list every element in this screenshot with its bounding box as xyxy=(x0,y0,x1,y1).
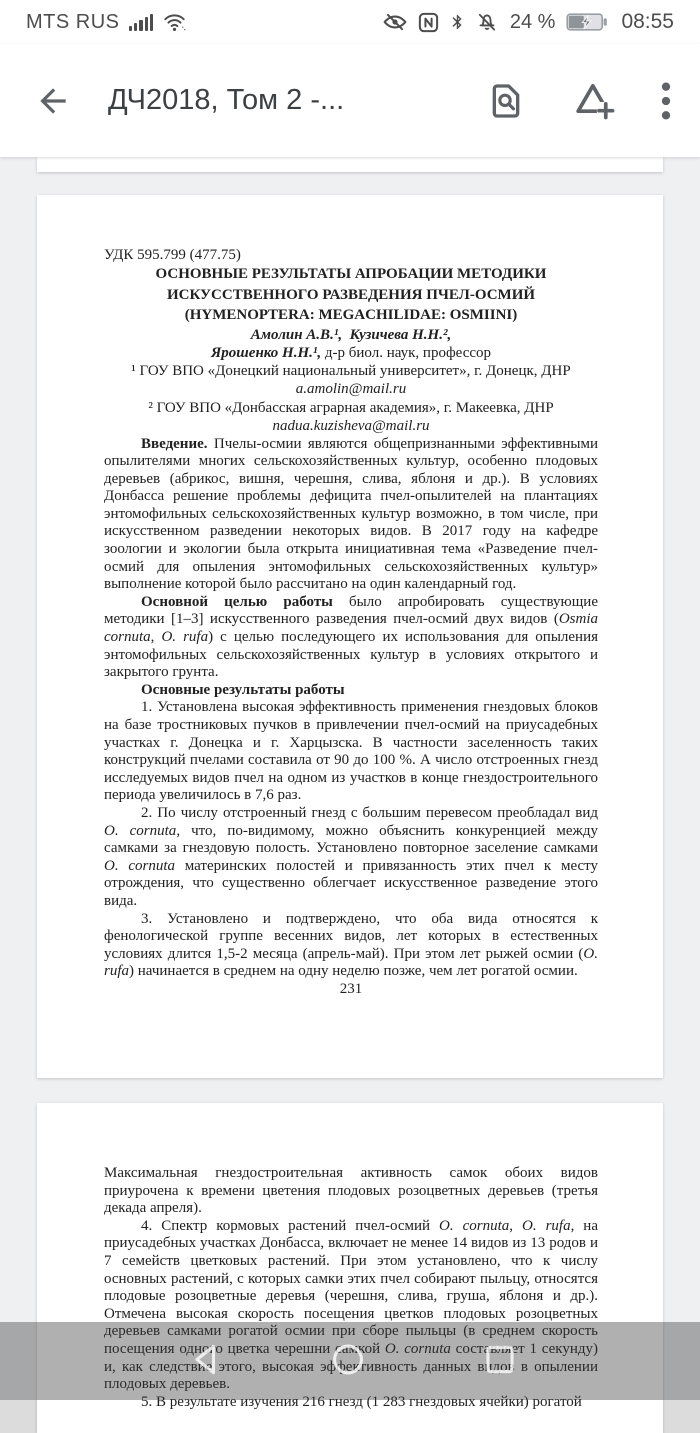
doc-paragraph: (HYMENOPTERA: MEGACHILIDAE: OSMIINI) xyxy=(184,307,518,323)
android-navigation-bar xyxy=(0,1322,700,1400)
doc-paragraph: УДК 595.799 (477.75) xyxy=(104,247,241,263)
doc-paragraph: ² ГОУ ВПО «Донбасская аграрная академия», г. Макеевка, ДНР xyxy=(148,399,554,416)
pdf-viewer-scroll-area[interactable] xyxy=(0,157,700,1410)
doc-paragraph: Основные результаты работы xyxy=(141,681,345,698)
app-bar xyxy=(0,44,700,157)
battery-percent-label: 24 % xyxy=(509,10,556,33)
app-bar-actions xyxy=(486,80,672,122)
nav-recents-button[interactable] xyxy=(478,1337,522,1386)
overflow-menu-icon xyxy=(660,81,672,121)
doc-paragraph: 4. Спектр кормовых растений пчел-осмий O. cornuta, O. rufa, на приусадебных участках Донбасса, включает не менее 14 видов из 13 родов и 7 семейств цветковых растений. При этом установлено, что к числу основных растений, с которых самки этих пчел собирают пыльцу, относятся плодовые розоцветные деревья (черешня, слива, груша, яблоня и др.). Отмечена высокая скорость посещения цветков плодовых розоцветных деревьев самками рогатой осмии при сборе пыльцы (в среднем скорость посещения одного цветка черешни самкой O. cornuta составляет 1 секунду) и, как следствие этого, высокая эффективность данных видов в опылении плодовых деревьев. xyxy=(104,1217,598,1393)
notifications-off-icon xyxy=(475,11,499,34)
nav-home-icon xyxy=(331,1343,365,1377)
doc-paragraph: 2. По числу отстроенный гнезд с большим перевесом преобладал вид O. cornuta, что, по-видимому, можно объяснить конкуренцией между самками за гнездовую полость. Установлено повторное заселение самками O. cornuta материнских полостей и привязанность этих пчел к месту отрождения, что существенно облегчает искусственное разведение этого вида. xyxy=(104,804,599,909)
doc-paragraph: a.amolin@mail.ru xyxy=(295,381,407,397)
signal-strength-icon xyxy=(129,13,154,31)
status-bar xyxy=(0,0,700,44)
doc-paragraph: 231 xyxy=(339,980,363,997)
doc-paragraph: 1. Установлена высокая эффективность применения гнездовых блоков на базе тростниковых пучков в привлечении пчел-осмий на приусадебных участках г. Донецка и г. Харцызска. В частности заселенность таких конструкций пчелами составила от 90 до 100 %. А число отстроенных гнезд исследуемых видов пчел на одном из участков в конце гнездостроительного периода увеличилось в 7,6 раз. xyxy=(104,699,598,804)
nfc-icon xyxy=(417,11,440,34)
add-to-drive-icon xyxy=(570,80,616,122)
nav-home-button[interactable] xyxy=(325,1337,371,1386)
doc-paragraph: 5. В результате изучения 216 гнезд (1 283 гнездовых ячейки) рогатой xyxy=(141,1393,582,1410)
wifi-icon xyxy=(162,11,187,33)
back-button[interactable] xyxy=(34,82,72,120)
nav-recents-icon xyxy=(484,1343,516,1377)
doc-paragraph: Амолин А.В.¹, Кузичева Н.Н.², xyxy=(250,326,452,343)
doc-paragraph: Основной целью работы было апробировать существующие методики [1–3] искусственного разведения пчел-осмий двух видов (Osmia cornuta, O. rufa) с целью последующего их использования для опыления энтомофильных сельскохозяйственных культур в условиях открытого и закрытого грунта. xyxy=(104,593,599,681)
pdf-page-previous-edge xyxy=(37,157,663,172)
battery-charging-icon xyxy=(566,12,608,32)
clock-label: 08:55 xyxy=(621,10,674,33)
doc-paragraph: Введение. Пчелы-осмии являются общепризнанными эффективными опылителями многих сельскохозяйственных культур, особенно плодовых деревьев (абрикос, вишня, черешня, слива, яблоня и др.). В условиях Донбасса решение проблемы дефицита пчел-опылителей на плантациях энтомофильных сельскохозяйственных культур возможно, в том числе, при искусственном разведении некоторых видов. В 2017 году на кафедре зоологии и экологии была открыта инициативная тема «Разведение пчел-осмий для опыления энтомофильных сельскохозяйственных культур» выполнение которой было рассчитано на один календарный год. xyxy=(104,435,598,593)
document-title: ДЧ2018, Том 2 -... xyxy=(108,84,345,116)
doc-paragraph: ИСКУССТВЕННОГО РАЗВЕДЕНИЯ ПЧЕЛ-ОСМИЙ xyxy=(166,286,536,303)
carrier-label: MTS RUS xyxy=(26,10,120,33)
doc-paragraph: Ярошенко Н.Н.¹, д-р биол. наук, профессор xyxy=(210,344,492,361)
add-to-drive-button[interactable] xyxy=(570,80,616,122)
pdf-page-231 xyxy=(37,195,663,1078)
doc-paragraph: ОСНОВНЫЕ РЕЗУЛЬТАТЫ АПРОБАЦИИ МЕТОДИКИ xyxy=(155,266,547,282)
doc-paragraph: 3. Установлено и подтверждено, что оба вида относятся к фенологической группе весенних видов, лет которых в естественных условиях длится 1,5-2 месяца (апрель-май). При этом лет рыжей осмии (O. rufa) начинается в среднем на одну неделю позже, чем лет рогатой осмии. xyxy=(104,910,598,980)
search-in-document-button[interactable] xyxy=(486,80,526,122)
overflow-menu-button[interactable] xyxy=(660,81,672,121)
nav-back-button[interactable] xyxy=(185,1337,225,1386)
nav-back-icon xyxy=(191,1343,219,1377)
doc-paragraph: ¹ ГОУ ВПО «Донецкий национальный университет», г. Донецк, ДНР xyxy=(131,362,571,379)
doc-paragraph: nadua.kuzisheva@mail.ru xyxy=(272,418,430,434)
status-bar-right xyxy=(382,10,674,34)
back-arrow-icon xyxy=(34,82,72,120)
eye-comfort-icon xyxy=(382,11,408,33)
status-bar-left xyxy=(26,11,187,34)
find-in-document-icon xyxy=(486,80,526,122)
doc-paragraph: Максимальная гнездостроительная активность самок обоих видов приурочена к времени цветения плодовых розоцветных деревьев (третья декада апреля). xyxy=(104,1165,598,1217)
bluetooth-icon xyxy=(449,11,466,33)
page-231-content xyxy=(104,247,598,998)
